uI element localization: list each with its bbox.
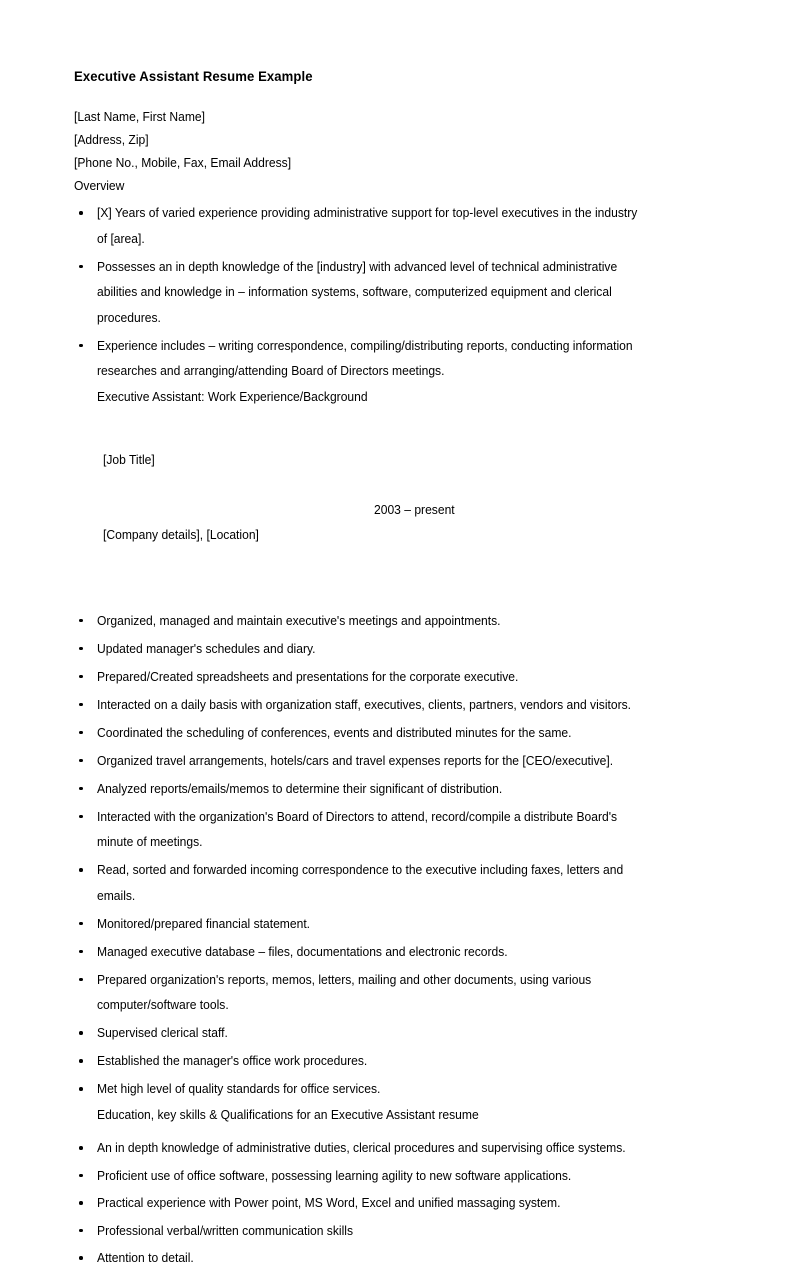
list-item [74,967,688,1018]
work-bullet-text: Monitored/prepared financial statement. [97,915,311,931]
education-bullet-text: Practical experience with Power point, MS Word, Excel and unified massaging system. [97,1195,561,1210]
list-item [74,608,688,634]
page-title: Executive Assistant Resume Example [74,69,313,84]
work-bullet-text: Met high level of quality standards for office services. [97,1081,381,1096]
list-item [74,1218,688,1244]
education-bullet-text: Professional verbal/written communication skills [97,1222,354,1238]
list-item [74,776,688,802]
header-line-name: [Last Name, First Name] [74,109,206,124]
overview-bullet-text: Experience includes – writing correspondence, compiling/distributing reports, conducting information researches and arranging/attending Board of Directors meetings. [97,337,633,378]
list-item [74,1048,688,1074]
list-item [74,1190,688,1216]
work-bullet-text: Interacted with the organization's Board of Directors to attend, record/compile a distribute Board's minute of meetings. [97,808,618,849]
list-item [74,911,688,937]
work-bullet-text: Prepared/Created spreadsheets and presentations for the corporate executive. [97,668,519,684]
overview-bullet-text: [X] Years of varied experience providing administrative support for top-level executives in the industry of [area]. [97,205,638,246]
job-dates: 2003 – present [374,501,455,517]
work-bullet-text: Prepared organization's reports, memos, letters, mailing and other documents, using various computer/software tools. [97,971,592,1012]
job-entry [74,422,688,597]
job-company: [Company details], [Location] [102,526,259,542]
list-item [74,200,688,251]
list-item [74,1245,688,1271]
education-bullet-list [74,1135,688,1271]
document-body [74,68,688,1273]
work-bullet-text: Organized, managed and maintain executive's meetings and appointments. [97,612,501,628]
education-bullet-text: Attention to detail. [97,1250,194,1265]
work-bullet-text: Managed executive database – files, documentations and electronic records. [97,943,508,959]
education-section-heading: Education, key skills & Qualifications for an Executive Assistant resume [97,1106,479,1122]
list-item [74,1020,688,1046]
overview-bullet-list [74,200,688,409]
list-item [74,254,688,331]
list-item [74,720,688,746]
work-bullet-text: Organized travel arrangements, hotels/cars and travel expenses reports for the [CEO/executive]. [97,752,614,768]
list-item [74,939,688,965]
list-item [74,664,688,690]
education-bullet-text: Proficient use of office software, possessing learning agility to new software applications. [97,1167,572,1183]
contact-header-block [74,105,688,197]
work-bullet-text: Updated manager's schedules and diary. [97,640,316,656]
list-item [74,804,688,855]
education-bullet-text: An in depth knowledge of administrative duties, clerical procedures and supervising office systems. [97,1140,626,1155]
work-bullet-text: Established the manager's office work procedures. [97,1053,368,1068]
overview-heading: Overview [74,178,125,193]
header-line-contact: [Phone No., Mobile, Fax, Email Address] [74,155,292,170]
work-bullet-text: Supervised clerical staff. [97,1025,228,1040]
header-line-address: [Address, Zip] [74,132,149,147]
work-bullet-text: Interacted on a daily basis with organization staff, executives, clients, partners, vendors and visitors. [97,696,632,712]
work-bullet-text: Read, sorted and forwarded incoming correspondence to the executive including faxes, letters and emails. [97,862,624,903]
work-experience-heading: Executive Assistant: Work Experience/Background [97,388,368,404]
job-company-row [74,497,688,597]
list-item [74,1163,688,1189]
list-item [74,692,688,718]
list-item [74,636,688,662]
job-title: [Job Title] [102,451,155,467]
list-item [74,1135,688,1161]
list-item [74,857,688,908]
work-bullet-text: Analyzed reports/emails/memos to determine their significant of distribution. [97,780,503,796]
list-item [74,748,688,774]
list-item [74,1076,688,1127]
overview-bullet-text: Possesses an in depth knowledge of the [industry] with advanced level of technical administrative abilities and knowledge in – information systems, software, computerized equipment and clerical procedures. [97,258,618,325]
work-bullet-text: Coordinated the scheduling of conferences, events and distributed minutes for the same. [97,724,572,740]
list-item [74,333,688,409]
work-bullet-list [74,608,688,1127]
job-title-row [74,422,688,497]
